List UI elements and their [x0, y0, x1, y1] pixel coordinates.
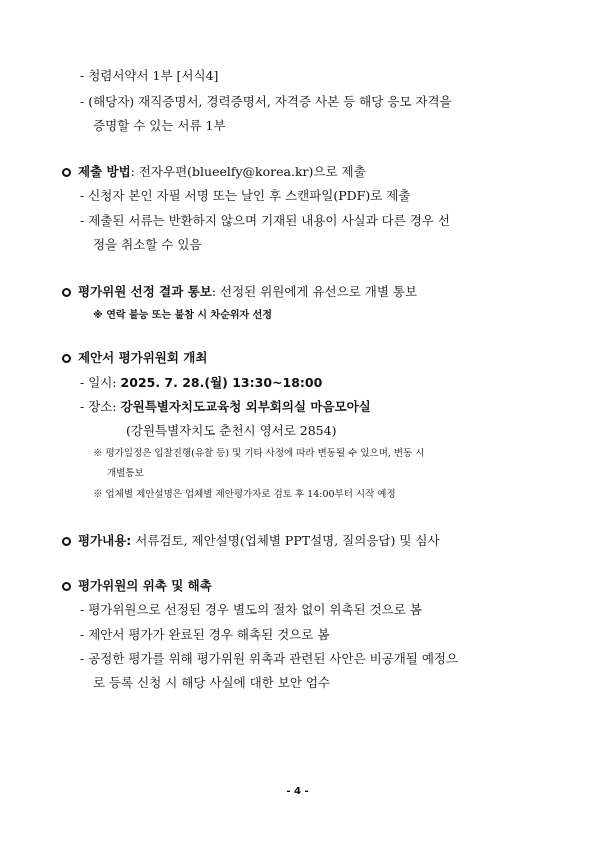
- doc-line: [93, 237, 202, 253]
- text: ※ 평가일정은 입찰진행(유찰 등) 및 기타 사정에 따라 변동될 수 있으며, 변동 시: [93, 448, 425, 459]
- doc-line: [80, 94, 452, 110]
- circle-bullet-icon: [62, 354, 71, 363]
- doc-line: [80, 375, 322, 391]
- text: ※ 연락 불능 또는 불참 시 차순위자 선정: [93, 310, 272, 321]
- doc-line: [80, 651, 458, 667]
- text: ※ 업체별 제안설명은 업체별 제안평가자로 검토 후 14:00부터 시작 예정: [93, 489, 396, 500]
- text: - 평가위원으로 선정된 경우 별도의 절차 없이 위촉된 것으로 봄: [80, 602, 422, 617]
- text: : 선정된 위원에게 유선으로 개별 통보: [211, 284, 418, 299]
- text: - 공정한 평가를 위해 평가위원 위촉과 관련된 사안은 비공개될 예정으: [80, 651, 459, 666]
- doc-line: [80, 399, 371, 415]
- note-line: [107, 467, 144, 480]
- doc-line: [126, 423, 336, 439]
- heading-text: 평가내용:: [78, 533, 132, 548]
- text: - 신청자 본인 자필 서명 또는 날인 후 스캔파일(PDF)로 제출: [80, 188, 411, 203]
- section-heading: [62, 533, 440, 549]
- heading-text: 제안서 평가위원회 개최: [78, 350, 208, 365]
- text: - 장소:: [80, 399, 121, 414]
- circle-bullet-icon: [62, 288, 71, 297]
- text: - 청렴서약서 1부 [서식4]: [80, 68, 219, 83]
- doc-line: [80, 68, 218, 84]
- text: - 제출된 서류는 반환하지 않으며 기재된 내용이 사실과 다른 경우 선: [80, 213, 450, 228]
- page-number: - 4 -: [286, 786, 309, 797]
- place-text: 강원특별자치도교육청 외부회의실 마음모아실: [120, 399, 371, 414]
- text: - 제안서 평가가 완료된 경우 해촉된 것으로 봄: [80, 627, 330, 642]
- text: 개별통보: [107, 468, 144, 479]
- doc-line: [93, 675, 330, 691]
- section-heading: [62, 164, 366, 180]
- text: - 일시:: [80, 375, 121, 390]
- text: : 전자우편(blueelfy@korea.kr)으로 제출: [130, 164, 366, 179]
- text: 증명할 수 있는 서류 1부: [93, 118, 226, 133]
- doc-line: [80, 602, 422, 618]
- circle-bullet-icon: [62, 582, 71, 591]
- doc-line: [80, 188, 410, 204]
- heading-text: 평가위원의 위촉 및 해촉: [78, 578, 212, 593]
- text: - (해당자) 재직증명서, 경력증명서, 자격증 사본 등 해당 응모 자격을: [80, 94, 452, 109]
- text: 서류검토, 제안설명(업체별 PPT설명, 질의응답) 및 심사: [131, 533, 440, 548]
- doc-line: [80, 627, 329, 643]
- section-heading: [62, 284, 417, 300]
- text: 정을 취소할 수 있음: [93, 237, 202, 252]
- note-line: [93, 447, 424, 460]
- note-line: [93, 306, 272, 324]
- text: 로 등록 신청 시 해당 사실에 대한 보안 엄수: [93, 675, 331, 690]
- doc-line: [93, 118, 226, 134]
- section-heading: [62, 578, 212, 594]
- note-line: [93, 488, 396, 501]
- doc-line: [80, 213, 450, 229]
- section-heading: [62, 350, 207, 366]
- date-text: 2025. 7. 28.(월) 13:30~18:00: [120, 375, 323, 390]
- circle-bullet-icon: [62, 168, 71, 177]
- heading-text: 평가위원 선정 결과 통보: [78, 284, 212, 299]
- circle-bullet-icon: [62, 537, 71, 546]
- heading-text: 제출 방법: [78, 164, 131, 179]
- text: (강원특별자치도 춘천시 영서로 2854): [126, 423, 337, 438]
